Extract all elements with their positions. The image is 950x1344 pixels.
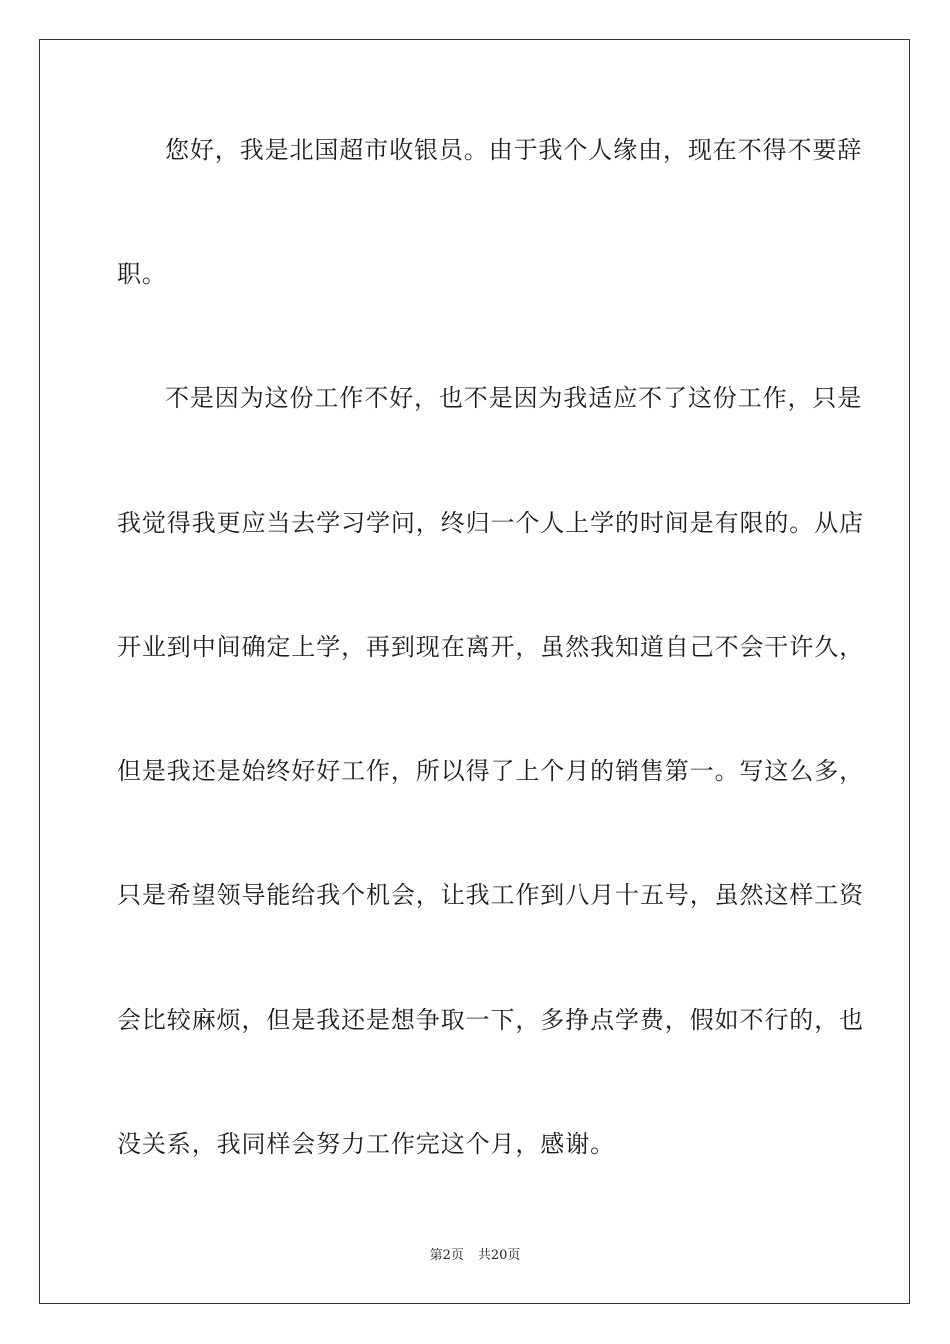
page-footer — [0, 1247, 950, 1265]
paragraph-2-line-2: 我觉得我更应当去学习学问，终归一个人上学的时间是有限的。从店 — [117, 509, 864, 537]
paragraph-1-line-2: 职。 — [117, 260, 167, 288]
paragraph-2-line-6: 会比较麻烦，但是我还是想争取一下，多挣点学费，假如不行的，也 — [117, 1006, 864, 1034]
paragraph-2-line-4: 但是我还是始终好好工作，所以得了上个月的销售第一。写这么多， — [117, 757, 864, 785]
page-border — [39, 39, 910, 1304]
paragraph-1-line-1: 您好，我是北国超市收银员。由于我个人缘由，现在不得不要辞 — [165, 136, 863, 164]
paragraph-2-line-1: 不是因为这份工作不好，也不是因为我适应不了这份工作，只是 — [165, 384, 863, 412]
paragraph-2-line-5: 只是希望领导能给我个机会，让我工作到八月十五号，虽然这样工资 — [117, 881, 864, 909]
page-total: 共20页 — [477, 1248, 521, 1263]
paragraph-2-line-3: 开业到中间确定上学，再到现在离开，虽然我知道自己不会干许久， — [117, 633, 864, 661]
page-number: 第2页 — [429, 1248, 464, 1263]
paragraph-2-line-7: 没关系，我同样会努力工作完这个月，感谢。 — [117, 1130, 615, 1158]
